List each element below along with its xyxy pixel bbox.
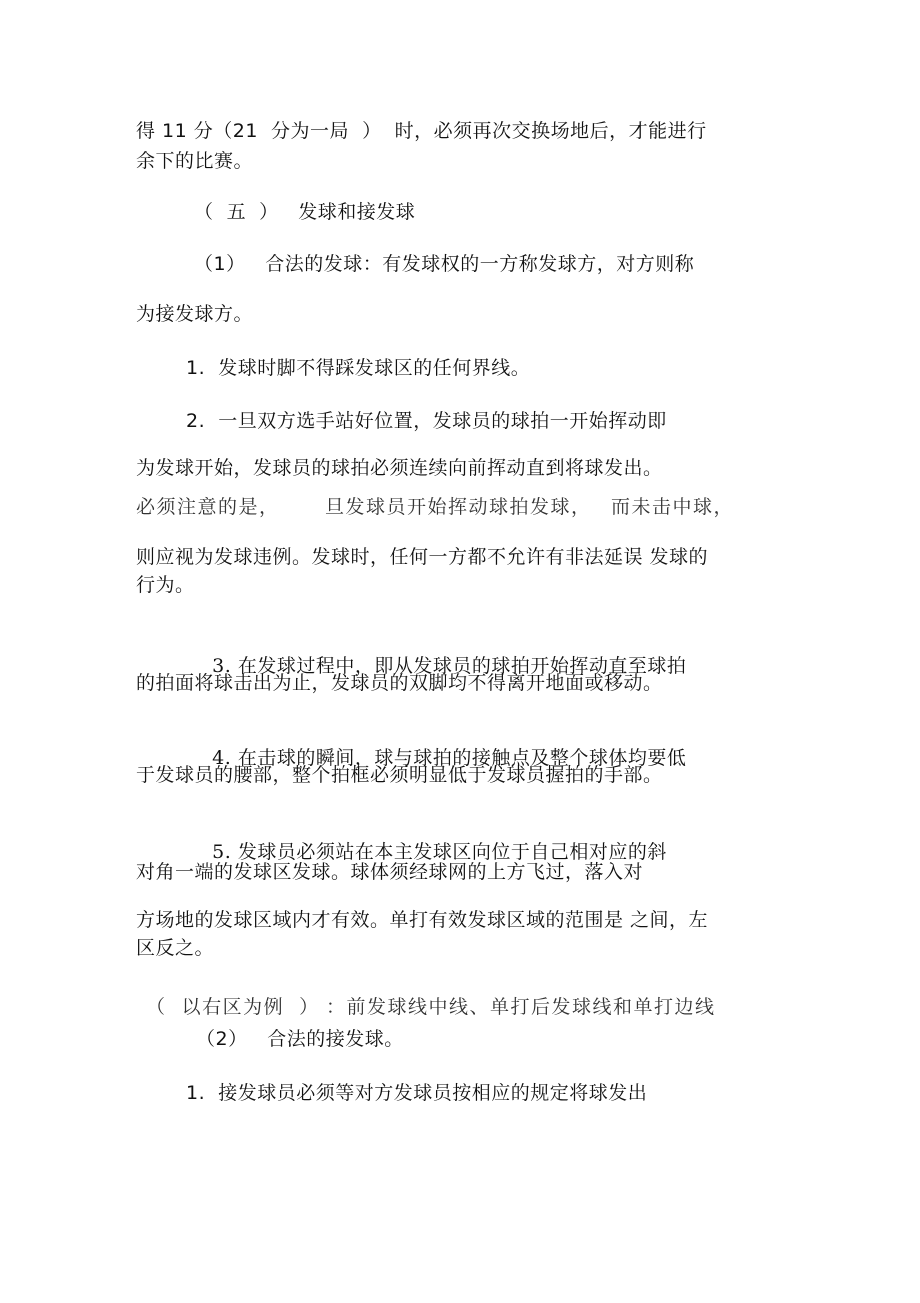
- rule-number: 3.: [212, 655, 232, 677]
- paragraph-line: 则应视为发球违例。发球时，任何一方都不允许有非法延误 发球的: [136, 546, 709, 568]
- item-heading: （2） 合法的接发球。: [196, 1028, 404, 1050]
- paragraph-line: 对角一端的发球区发球。球体须经球网的上方飞过，落入对: [136, 861, 644, 883]
- note-part: 旦发球员开始挥动球拍发球，: [325, 496, 592, 518]
- paragraph-line: 为接发球方。: [136, 303, 254, 325]
- example-text: ：前发球线中线、单打后发球线和单打边线: [326, 996, 716, 1018]
- rule-text: 发球员必须站在本主发球区向位于自己相对应的斜: [231, 841, 667, 863]
- paragraph-line: 得 11 分（21 分为一局 ） 时，必须再次交换场地后，才能进行: [136, 120, 707, 142]
- note-part: 而未击中球，: [611, 496, 735, 518]
- paragraph-line: 方场地的发球区域内才有效。单打有效发球区域的范围是 之间，左: [136, 909, 709, 931]
- note-part: 必须注意的是，: [136, 496, 280, 518]
- paragraph-line: 余下的比赛。: [136, 150, 254, 172]
- rule-text: 在击球的瞬间，球与球拍的接触点及整个球体均要低: [231, 747, 687, 769]
- paragraph-line: 行为。: [136, 574, 195, 596]
- section-heading: （ 五 ） 发球和接发球: [194, 201, 416, 223]
- rule-number: 5.: [212, 841, 232, 863]
- rule-item: 1. 接发球员必须等对方发球员按相应的规定将球发出: [186, 1082, 648, 1104]
- rule-item: 2. 一旦双方选手站好位置，发球员的球拍一开始挥动即: [186, 410, 667, 432]
- rule-text: 在发球过程中，即从发球员的球拍开始挥动直至球拍: [231, 655, 687, 677]
- example-label: （ 以右区为例 ）: [146, 996, 320, 1018]
- paragraph-line: 的拍面将球击出为止，发球员的双脚均不得离开地面或移动。: [136, 672, 663, 694]
- paragraph-line: 区反之。: [136, 937, 215, 959]
- item-heading: （1） 合法的发球：有发球权的一方称发球方，对方则称: [194, 253, 695, 275]
- paragraph-line: 于发球员的腰部，整个拍框必须明显低于发球员握拍的手部。: [136, 764, 663, 786]
- paragraph-line: 为发球开始，发球员的球拍必须连续向前挥动直到将球发出。: [136, 457, 663, 479]
- rule-number: 4.: [212, 747, 232, 769]
- rule-item: 1. 发球时脚不得踩发球区的任何界线。: [186, 357, 531, 379]
